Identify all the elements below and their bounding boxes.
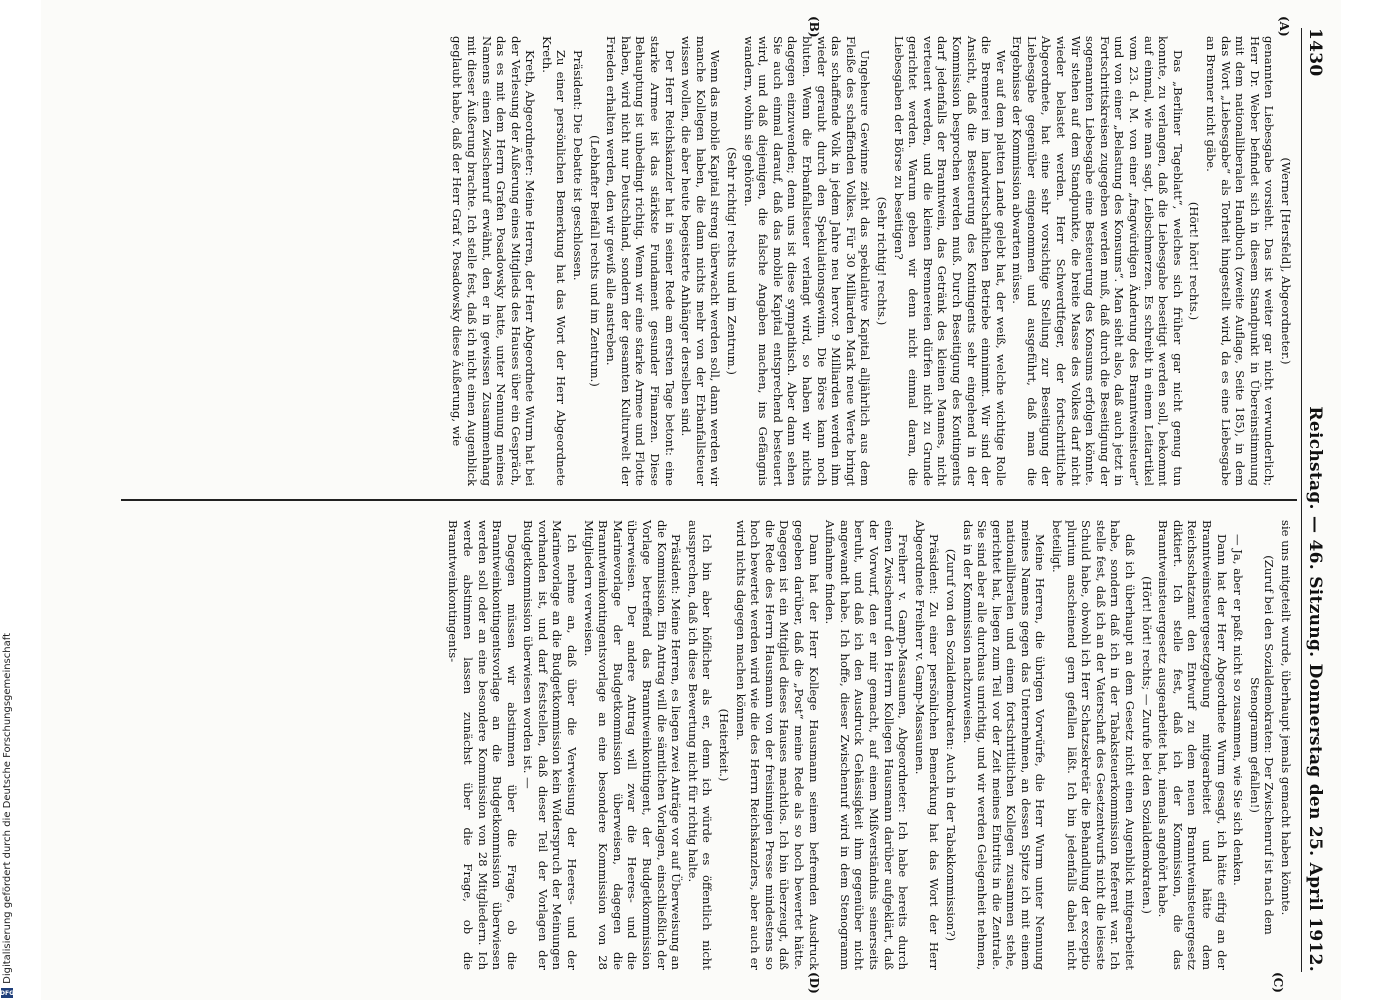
left-column-paragraph: (Werner [Hersfeld], Abgeordneter.)	[1279, 157, 1293, 365]
left-column-paragraph: Wenn das mobile Kapital streng überwacht werden soll, dann werden wir manche Kollegen haben, die dann nichts mehr von der Erbanfallsteuer wissen wollen, die aber heute begeisterte Anhänger derselben sind.	[679, 36, 723, 486]
right-column-paragraph: Dann hat der Herr Abgeordnete Wurm gesagt, ich hätte eifrig an der Branntweinsteuergesetzgebung mitgearbeitet und hätte dem Reichsschatzamt den Entwurf zu dem neuen Branntweinsteuergesetz diktiert. Ich stelle fest, daß ich der Kommission, die das Branntweinsteuergesetz ausgearbeitet hat, niemals angehört habe.	[1156, 520, 1229, 970]
margin-marker-c: (C)	[1271, 972, 1285, 993]
left-column-paragraph: (Sehr richtig! rechts und im Zentrum.)	[725, 147, 740, 375]
left-text-column	[101, 36, 1293, 486]
left-column-paragraph: (Lebhafter Beifall rechts und im Zentrum.)	[587, 135, 602, 387]
left-column-paragraph: (Sehr richtig! rechts.)	[874, 196, 889, 326]
right-column-paragraph: Meine Herren, die übrigen Vorwürfe, die Herr Wurm unter Nennung meines Namens gegen das Unternehmen, an dessen Spitze ich mit einem nationalliberalen und einem fortschrittlichen Kollegen zusammen stehe, gerichtet hat, liegen zum Teil vor der Zeit meines Eintritts in die Zentrale. Sie sind aber alle durchaus unrichtig, und wir werden Gelegenheit nehmen, das in der Kommission nachzuweisen.	[960, 520, 1048, 970]
right-column-paragraph: (Heiterkeit.)	[717, 708, 732, 782]
rotated-document-page	[41, 0, 1341, 1000]
page-title: Reichstag. — 46. Sitzung. Donnerstag den 25. April 1912.	[1305, 406, 1325, 972]
right-column-paragraph: Dann hat der Herr Kollege Hausmann seinem befremden Ausdruck gegeben darüber, daß die „Post“ meine Rede als so hoch bewertet hätte. Dagegen ist ein Mitglied dieses Hauses machtlos. Ich bin überzeugt, daß die Rede des Herrn Hausmann von der freisinnigen Presse mindestens so hoch bewertet werden wird wie die des Herrn Reichskanzlers, aber auch er wird nichts dagegen machen können.	[733, 520, 821, 970]
column-divider	[121, 499, 1297, 501]
dfg-logo: DFG	[0, 989, 15, 997]
margin-marker-b: (B)	[807, 16, 821, 38]
right-column-paragraph: (Hört! hört! rechts; — Zurufe bei den Sozialdemokraten.)	[1139, 576, 1154, 914]
right-column-paragraph: (Zuruf von den Sozialdemokraten: Auch in der Tabakkommission?)	[943, 548, 958, 942]
right-column-paragraph: Präsident: Zu einer persönlichen Bemerkung hat das Wort der Herr Abgeordnete Freiherr v. Gamp-Massaunen.	[912, 520, 942, 970]
left-column-paragraph: genannten Liebesgabe vorsieht. Das ist weiter gar nicht verwunderlich; Herr Dr. Weber befindet sich in diesem Standpunkt in Übereinstimmung mit dem nationalliberalen Handbuch (zweite Auflage, Seite 185), in dem das Wort „Liebesgabe“ als Torheit hingestellt wird, da es eine Liebesgabe an Brenner nicht gäbe.	[1204, 36, 1277, 486]
right-column-paragraph: Freiherr v. Gamp-Massaunen, Abgeordneter: Ich habe bereits durch einen Zwischenruf den Herrn Kollegen Hausmann darüber aufgeklärt, daß der Vorwurf, den er mir gemacht, auf einem Mißverständnis seinerseits beruht, und daß ich den Ausdruck Gehässigkeit ihm gegenüber nicht angewandt habe. Ich hoffe, dieser Zwischenruf wird in dem Stenogramm Aufnahme finden.	[823, 520, 911, 970]
right-text-column	[101, 520, 1293, 970]
left-column-paragraph: Zu einer persönlichen Bemerkung hat das Wort der Herr Abgeordnete Kreth.	[539, 36, 569, 486]
right-column-paragraph: daß ich überhaupt an dem Gesetz nicht einen Augenblick mitgearbeitet habe, sondern daß ich in der Tabaksteuerkommission Referent war. Ich stelle fest, daß ich an der Vaterschaft des Gesetzentwurfs nicht die leiseste Schuld habe, obwohl ich Herr Schatzsekretär die Behandlung der exceptio plurium anscheinend gern gefallen läßt. Ich bin jedenfalls dabei nicht beteiligt.	[1050, 520, 1138, 970]
left-column-paragraph: Der Herr Reichskanzler hat in seiner Rede am ersten Tage betont: eine starke Armee ist das stärkste Fundament gesunder Finanzen. Diese Behauptung ist unbedingt richtig. Wenn wir eine starke Armee und Flotte haben, wird nicht nur Deutschland, sondern der gesamten Kulturwelt der Frieden erhalten werden, den wir gewiß alle anstreben.	[604, 36, 677, 486]
page-header	[1301, 28, 1331, 972]
right-column-paragraph: Präsident: Meine Herren, es liegen zwei Anträge vor auf Überweisung an die Kommission. Ein Antrag will die sämtlichen Vorlagen, einschließlich der Vorlage betreffend das Branntweinkontingent, der Budgetkommission überweisen. Der andere Antrag will zwar die Heeres- und die Marinevorlage der Budgetkommission überweisen, dagegen die Branntweinkontingentsvorlage an eine besondere Kommission von 28 Mitgliedern verweisen.	[581, 520, 684, 970]
left-column-paragraph: Kreth, Abgeordneter: Meine Herren, der Herr Abgeordnete Wurm hat bei der Verlesung der Äußerung eines Mitglieds des Hauses über ein Gespräch, das es mit dem Herrn Grafen Posadowsky hatte, unter Nennung meines Namens einen Zwischenruf erwähnt, den er in gewissen Zusammenhang mit dieser Äußerung brachte. Ich stelle fest, daß ich nicht einen Augenblick geglaubt habe, daß der Herr Graf v. Posadowsky diese Äußerung, wie	[450, 36, 538, 486]
left-column-paragraph: Das „Berliner Tageblatt“, welches sich früher gar nicht genug tun konnte, zu verlangen, daß die Liebesgabe beseitigt werden soll, bekommt auf einmal, wie man sagt, Leibschmerzen. Es schreibt in einem Leitartikel vom 23. d. M. von einer „fragwürdigen Änderung des Branntweinsteuer“ und von einer „Belastung des Konsums“. Man sieht also, daß auch jetzt in Fortschrittskreisen zugegeben werden muß, daß durch die Beseitigung der sogenannten Liebesgabe eine Besteuerung des Konsums erfolgen könnte. Wir stehen auf dem Standpunkte, die breite Masse des Volkes darf nicht wieder belastet werden. Herr Schwerdtfeger, der fortschrittliche Abgeordnete, hat eine sehr vorsichtige Stellung zur Beseitigung der Liebesgabe gegenüber eingenommen und ausgeführt, daß man die Ergebnisse der Kommission abwarten müsse.	[1010, 36, 1185, 486]
left-column-paragraph: Wer auf dem platten Lande gelebt hat, der weiß, welche wichtige Rolle die Brennerei im landwirtschaftlichen Betriebe einnimmt. Wir sind der Ansicht, daß die Besteuerung des Kontingents sehr eingehend in der Kommission besprochen werden muß. Durch Beseitigung des Kontingents darf jedenfalls der Branntwein, das Getränk des kleinen Mannes, nicht verteuert werden, und die kleinen Brennereien dürfen nicht zu Grunde gerichtet werden. Warum geben wir denn nicht einmal daran, die Liebesgaben der Börse zu beseitigen?	[891, 36, 1008, 486]
right-column-paragraph: Ich nehme an, daß über die Verweisung der Heeres- und der Marinevorlage an die Budgetkommission kein Widerspruch der Meinungen vorhanden ist, und darf feststellen, daß dieser Teil der Vorlagen der Budgetkommission überwiesen worden ist. —	[521, 520, 580, 970]
right-column-paragraph: (Zuruf bei den Sozialdemokraten: Der Zwischenruf ist nach dem Stenogramm gefallen!)	[1247, 555, 1277, 935]
left-column-paragraph: Ungeheure Gewinne zieht das spekulative Kapital alljährlich aus dem Fleiße des schaffenden Volkes. Für 30 Milliarden Mark neue Werte bringt das schaffende Volk in jedem Jahre neu hervor. 9 Milliarden werden ihm wieder geraubt durch den Spekulationsgewinn. Die Börse kann noch bluten. Wenn die Erbanfallsteuer verlangt wird, so haben wir nichts dagegen einzuwenden; denn uns ist diese sympathisch. Aber dann sehen Sie auch einmal darauf, daß das mobile Kapital entsprechend besteuert wird, und daß diejenigen, die falsche Angaben machen, ins Gefängnis wandern, wohin sie gehören.	[741, 36, 873, 486]
right-column-paragraph: — Ja, aber er paßt nicht so zusammen, wie Sie sich denken.	[1231, 534, 1246, 886]
page-number: 1430	[1305, 28, 1325, 77]
left-column-paragraph: Präsident: Die Debatte ist geschlossen.	[571, 50, 586, 281]
right-column-paragraph: Ich bin aber höflicher als er, denn ich würde es öffentlich nicht aussprechen, daß ich diese Bewertung nicht für richtig halte.	[685, 520, 715, 970]
margin-marker-a: (A)	[1277, 16, 1291, 37]
right-column-paragraph: sie uns mitgeteilt wurde, überhaupt jemals gemacht haben könnte.	[1279, 520, 1293, 916]
right-column-paragraph: Dagegen müssen wir abstimmen über die Frage, ob die Branntweinkontingentsvorlage an die Budgetkommission überwiesen werden soll oder an eine besondere Kommission von 28 Mitgliedern. Ich werde abstimmen lassen zunächst über die Frage, ob die Branntweinkontingents-	[446, 520, 519, 970]
left-column-paragraph: (Hört! hört! rechts.)	[1187, 201, 1202, 321]
digitization-credit: Digitalisierung gefördert durch die Deutsche Forschungsgemeinschaft	[2, 633, 13, 984]
margin-marker-d: (D)	[807, 972, 821, 994]
